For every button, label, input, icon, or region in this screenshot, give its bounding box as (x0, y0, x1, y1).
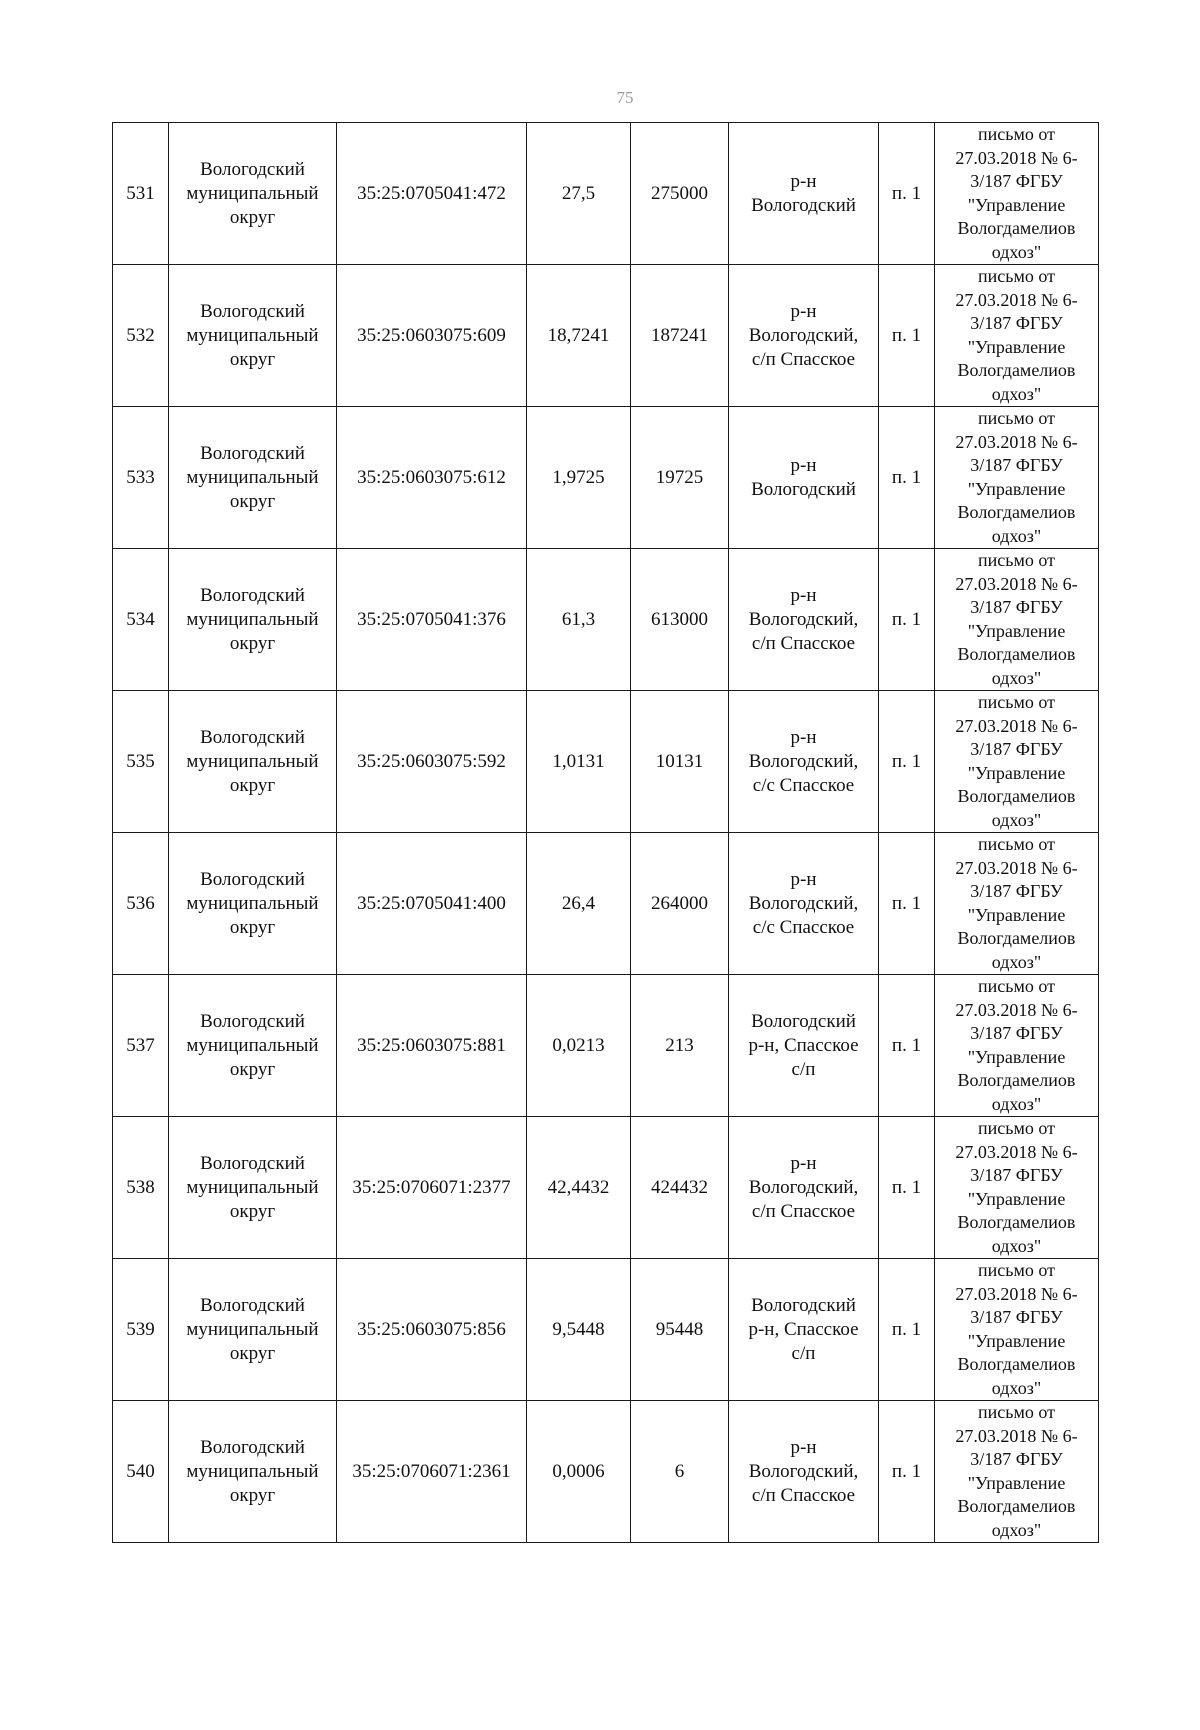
basis-document-cell (935, 1259, 1099, 1401)
municipality-cell (169, 1401, 337, 1543)
cadastral-number-cell: 35:25:0706071:2377 (337, 1117, 527, 1259)
basis-document-line: письмо от (978, 266, 1055, 286)
location-line: р-н (790, 868, 817, 890)
location-line: с/с Спасское (752, 916, 855, 938)
table-row (113, 265, 1099, 407)
area-ha-cell: 0,0006 (527, 1401, 631, 1543)
location-line: р-н (790, 1436, 817, 1458)
municipality-line: округ (229, 632, 276, 654)
basis-document-line: "Управление (967, 904, 1066, 925)
table-row (113, 407, 1099, 549)
location-line: р-н (790, 454, 817, 476)
area-ha-cell: 1,9725 (527, 407, 631, 549)
cadastral-number-cell: 35:25:0705041:400 (337, 833, 527, 975)
location-line: Вологодский, (748, 1460, 859, 1482)
basis-document-line: Вологдамелиов (957, 1212, 1076, 1232)
basis-document-line: "Управление (967, 194, 1066, 215)
municipality-cell (169, 1259, 337, 1401)
municipality-line: Вологодский (200, 1294, 305, 1316)
location-line: Вологодский (751, 1294, 856, 1316)
area-ha-cell: 18,7241 (527, 265, 631, 407)
basis-document-cell (935, 975, 1099, 1117)
municipality-line: округ (229, 490, 276, 512)
basis-document-line: Вологдамелиов (957, 1070, 1076, 1090)
municipality-line: муниципальный (186, 892, 319, 914)
clause-cell: п. 1 (879, 265, 935, 407)
location-line: р-н (790, 584, 817, 606)
municipality-line: Вологодский (200, 1436, 305, 1458)
area-ha-cell: 61,3 (527, 549, 631, 691)
basis-document-cell (935, 691, 1099, 833)
cadastral-number-cell: 35:25:0705041:472 (337, 123, 527, 265)
basis-document-line: одхоз" (991, 951, 1042, 972)
area-sqm-cell: 213 (631, 975, 729, 1117)
location-cell (729, 833, 879, 975)
basis-document-line: письмо от (978, 834, 1055, 854)
row-number-cell: 540 (113, 1401, 169, 1543)
municipality-cell (169, 549, 337, 691)
area-sqm-cell: 275000 (631, 123, 729, 265)
area-sqm-cell: 613000 (631, 549, 729, 691)
municipality-cell (169, 123, 337, 265)
location-cell (729, 265, 879, 407)
municipality-line: муниципальный (186, 1460, 319, 1482)
municipality-line: Вологодский (200, 158, 305, 180)
basis-document-line: письмо от (978, 976, 1055, 996)
basis-document-line: 27.03.2018 № 6- (955, 573, 1078, 594)
row-number-cell: 538 (113, 1117, 169, 1259)
municipality-cell (169, 407, 337, 549)
table-body (113, 123, 1099, 1543)
basis-document-line: одхоз" (991, 241, 1042, 262)
row-number-cell: 531 (113, 123, 169, 265)
clause-cell: п. 1 (879, 691, 935, 833)
location-line: р-н (790, 726, 817, 748)
basis-document-line: Вологдамелиов (957, 1354, 1076, 1374)
municipality-cell (169, 265, 337, 407)
clause-cell: п. 1 (879, 833, 935, 975)
basis-document-line: 3/187 ФГБУ (970, 1449, 1063, 1469)
basis-document-cell (935, 549, 1099, 691)
municipality-line: Вологодский (200, 726, 305, 748)
municipality-line: округ (229, 1484, 276, 1506)
location-line: р-н, Спасское (748, 1318, 859, 1340)
basis-document-line: письмо от (978, 1260, 1055, 1280)
clause-cell: п. 1 (879, 1117, 935, 1259)
location-line: Вологодский, (748, 608, 859, 630)
basis-document-cell (935, 407, 1099, 549)
area-sqm-cell: 187241 (631, 265, 729, 407)
location-line: с/п Спасское (751, 1200, 856, 1222)
basis-document-cell (935, 1117, 1099, 1259)
location-line: с/п Спасское (751, 348, 856, 370)
municipality-cell (169, 975, 337, 1117)
row-number-cell: 534 (113, 549, 169, 691)
basis-document-line: 27.03.2018 № 6- (955, 715, 1078, 736)
municipality-cell (169, 833, 337, 975)
basis-document-line: письмо от (978, 692, 1055, 712)
cadastral-number-cell: 35:25:0603075:856 (337, 1259, 527, 1401)
basis-document-line: 3/187 ФГБУ (970, 1023, 1063, 1043)
municipality-line: муниципальный (186, 324, 319, 346)
basis-document-line: Вологдамелиов (957, 502, 1076, 522)
basis-document-line: 3/187 ФГБУ (970, 1165, 1063, 1185)
basis-document-line: письмо от (978, 550, 1055, 570)
row-number-cell: 532 (113, 265, 169, 407)
location-line: с/с Спасское (752, 774, 855, 796)
municipality-line: Вологодский (200, 1152, 305, 1174)
municipality-line: Вологодский (200, 1010, 305, 1032)
area-ha-cell: 26,4 (527, 833, 631, 975)
location-line: Вологодский (751, 194, 856, 216)
basis-document-line: одхоз" (991, 1235, 1042, 1256)
location-line: с/п (791, 1342, 816, 1364)
basis-document-line: 27.03.2018 № 6- (955, 431, 1078, 452)
clause-cell: п. 1 (879, 123, 935, 265)
location-line: Вологодский, (748, 1176, 859, 1198)
table-row (113, 1117, 1099, 1259)
area-ha-cell: 1,0131 (527, 691, 631, 833)
row-number-cell: 535 (113, 691, 169, 833)
basis-document-line: одхоз" (991, 383, 1042, 404)
page-number: 75 (616, 88, 634, 107)
area-ha-cell: 27,5 (527, 123, 631, 265)
cadastral-number-cell: 35:25:0603075:592 (337, 691, 527, 833)
location-line: с/п Спасское (751, 1484, 856, 1506)
clause-cell: п. 1 (879, 549, 935, 691)
basis-document-line: "Управление (967, 762, 1066, 783)
basis-document-line: одхоз" (991, 1519, 1042, 1540)
municipality-line: муниципальный (186, 608, 319, 630)
basis-document-line: письмо от (978, 124, 1055, 144)
basis-document-line: Вологдамелиов (957, 928, 1076, 948)
row-number-cell: 533 (113, 407, 169, 549)
area-ha-cell: 42,4432 (527, 1117, 631, 1259)
basis-document-line: одхоз" (991, 667, 1042, 688)
location-cell (729, 691, 879, 833)
cadastral-number-cell: 35:25:0603075:609 (337, 265, 527, 407)
basis-document-line: 3/187 ФГБУ (970, 171, 1063, 191)
area-ha-cell: 9,5448 (527, 1259, 631, 1401)
basis-document-cell (935, 833, 1099, 975)
row-number-cell: 539 (113, 1259, 169, 1401)
basis-document-line: "Управление (967, 478, 1066, 499)
location-line: Вологодский, (748, 750, 859, 772)
table-row (113, 123, 1099, 265)
location-cell (729, 1401, 879, 1543)
municipality-line: округ (229, 916, 276, 938)
location-line: р-н, Спасское (748, 1034, 859, 1056)
basis-document-line: "Управление (967, 1472, 1066, 1493)
location-line: р-н (790, 170, 817, 192)
basis-document-cell (935, 265, 1099, 407)
basis-document-line: "Управление (967, 620, 1066, 641)
location-line: Вологодский (751, 478, 856, 500)
basis-document-line: 3/187 ФГБУ (970, 455, 1063, 475)
location-cell (729, 975, 879, 1117)
table-row (113, 833, 1099, 975)
basis-document-line: 3/187 ФГБУ (970, 881, 1063, 901)
basis-document-line: 27.03.2018 № 6- (955, 857, 1078, 878)
table-row (113, 691, 1099, 833)
location-cell (729, 1259, 879, 1401)
municipality-line: муниципальный (186, 182, 319, 204)
row-number-cell: 537 (113, 975, 169, 1117)
location-line: р-н (790, 1152, 817, 1174)
municipality-line: округ (229, 774, 276, 796)
municipality-line: округ (229, 1058, 276, 1080)
municipality-line: муниципальный (186, 1034, 319, 1056)
table-row (113, 1401, 1099, 1543)
municipality-line: округ (229, 206, 276, 228)
area-sqm-cell: 424432 (631, 1117, 729, 1259)
location-line: с/п Спасское (751, 632, 856, 654)
location-cell (729, 549, 879, 691)
clause-cell: п. 1 (879, 407, 935, 549)
basis-document-line: 27.03.2018 № 6- (955, 147, 1078, 168)
clause-cell: п. 1 (879, 975, 935, 1117)
area-ha-cell: 0,0213 (527, 975, 631, 1117)
basis-document-line: 3/187 ФГБУ (970, 739, 1063, 759)
municipality-line: муниципальный (186, 1318, 319, 1340)
land-plots-table (112, 122, 1099, 1543)
basis-document-cell (935, 123, 1099, 265)
area-sqm-cell: 10131 (631, 691, 729, 833)
municipality-line: муниципальный (186, 750, 319, 772)
municipality-line: округ (229, 1342, 276, 1364)
basis-document-line: письмо от (978, 408, 1055, 428)
row-number-cell: 536 (113, 833, 169, 975)
basis-document-line: Вологдамелиов (957, 644, 1076, 664)
municipality-cell (169, 1117, 337, 1259)
area-sqm-cell: 19725 (631, 407, 729, 549)
basis-document-line: 27.03.2018 № 6- (955, 1141, 1078, 1162)
location-cell (729, 123, 879, 265)
basis-document-line: Вологдамелиов (957, 218, 1076, 238)
location-cell (729, 407, 879, 549)
basis-document-line: 3/187 ФГБУ (970, 1307, 1063, 1327)
basis-document-line: 3/187 ФГБУ (970, 313, 1063, 333)
area-sqm-cell: 95448 (631, 1259, 729, 1401)
basis-document-line: одхоз" (991, 1377, 1042, 1398)
basis-document-line: одхоз" (991, 1093, 1042, 1114)
clause-cell: п. 1 (879, 1401, 935, 1543)
municipality-line: муниципальный (186, 466, 319, 488)
basis-document-line: 3/187 ФГБУ (970, 597, 1063, 617)
clause-cell: п. 1 (879, 1259, 935, 1401)
municipality-line: Вологодский (200, 868, 305, 890)
cadastral-number-cell: 35:25:0706071:2361 (337, 1401, 527, 1543)
municipality-line: округ (229, 348, 276, 370)
location-line: Вологодский (751, 1010, 856, 1032)
municipality-line: муниципальный (186, 1176, 319, 1198)
cadastral-number-cell: 35:25:0705041:376 (337, 549, 527, 691)
location-cell (729, 1117, 879, 1259)
basis-document-line: "Управление (967, 336, 1066, 357)
municipality-line: Вологодский (200, 584, 305, 606)
basis-document-line: Вологдамелиов (957, 786, 1076, 806)
municipality-line: Вологодский (200, 300, 305, 322)
basis-document-line: письмо от (978, 1402, 1055, 1422)
basis-document-line: "Управление (967, 1188, 1066, 1209)
basis-document-line: 27.03.2018 № 6- (955, 1283, 1078, 1304)
basis-document-line: Вологдамелиов (957, 360, 1076, 380)
municipality-line: округ (229, 1200, 276, 1222)
location-line: р-н (790, 300, 817, 322)
location-line: Вологодский, (748, 892, 859, 914)
location-line: Вологодский, (748, 324, 859, 346)
municipality-cell (169, 691, 337, 833)
area-sqm-cell: 264000 (631, 833, 729, 975)
location-line: с/п (791, 1058, 816, 1080)
municipality-line: Вологодский (200, 442, 305, 464)
basis-document-line: 27.03.2018 № 6- (955, 999, 1078, 1020)
basis-document-line: 27.03.2018 № 6- (955, 1425, 1078, 1446)
basis-document-line: "Управление (967, 1046, 1066, 1067)
basis-document-cell (935, 1401, 1099, 1543)
basis-document-line: "Управление (967, 1330, 1066, 1351)
table-row (113, 975, 1099, 1117)
cadastral-number-cell: 35:25:0603075:881 (337, 975, 527, 1117)
basis-document-line: Вологдамелиов (957, 1496, 1076, 1516)
basis-document-line: одхоз" (991, 809, 1042, 830)
basis-document-line: письмо от (978, 1118, 1055, 1138)
area-sqm-cell: 6 (631, 1401, 729, 1543)
basis-document-line: одхоз" (991, 525, 1042, 546)
basis-document-line: 27.03.2018 № 6- (955, 289, 1078, 310)
table-row (113, 1259, 1099, 1401)
cadastral-number-cell: 35:25:0603075:612 (337, 407, 527, 549)
table-row (113, 549, 1099, 691)
